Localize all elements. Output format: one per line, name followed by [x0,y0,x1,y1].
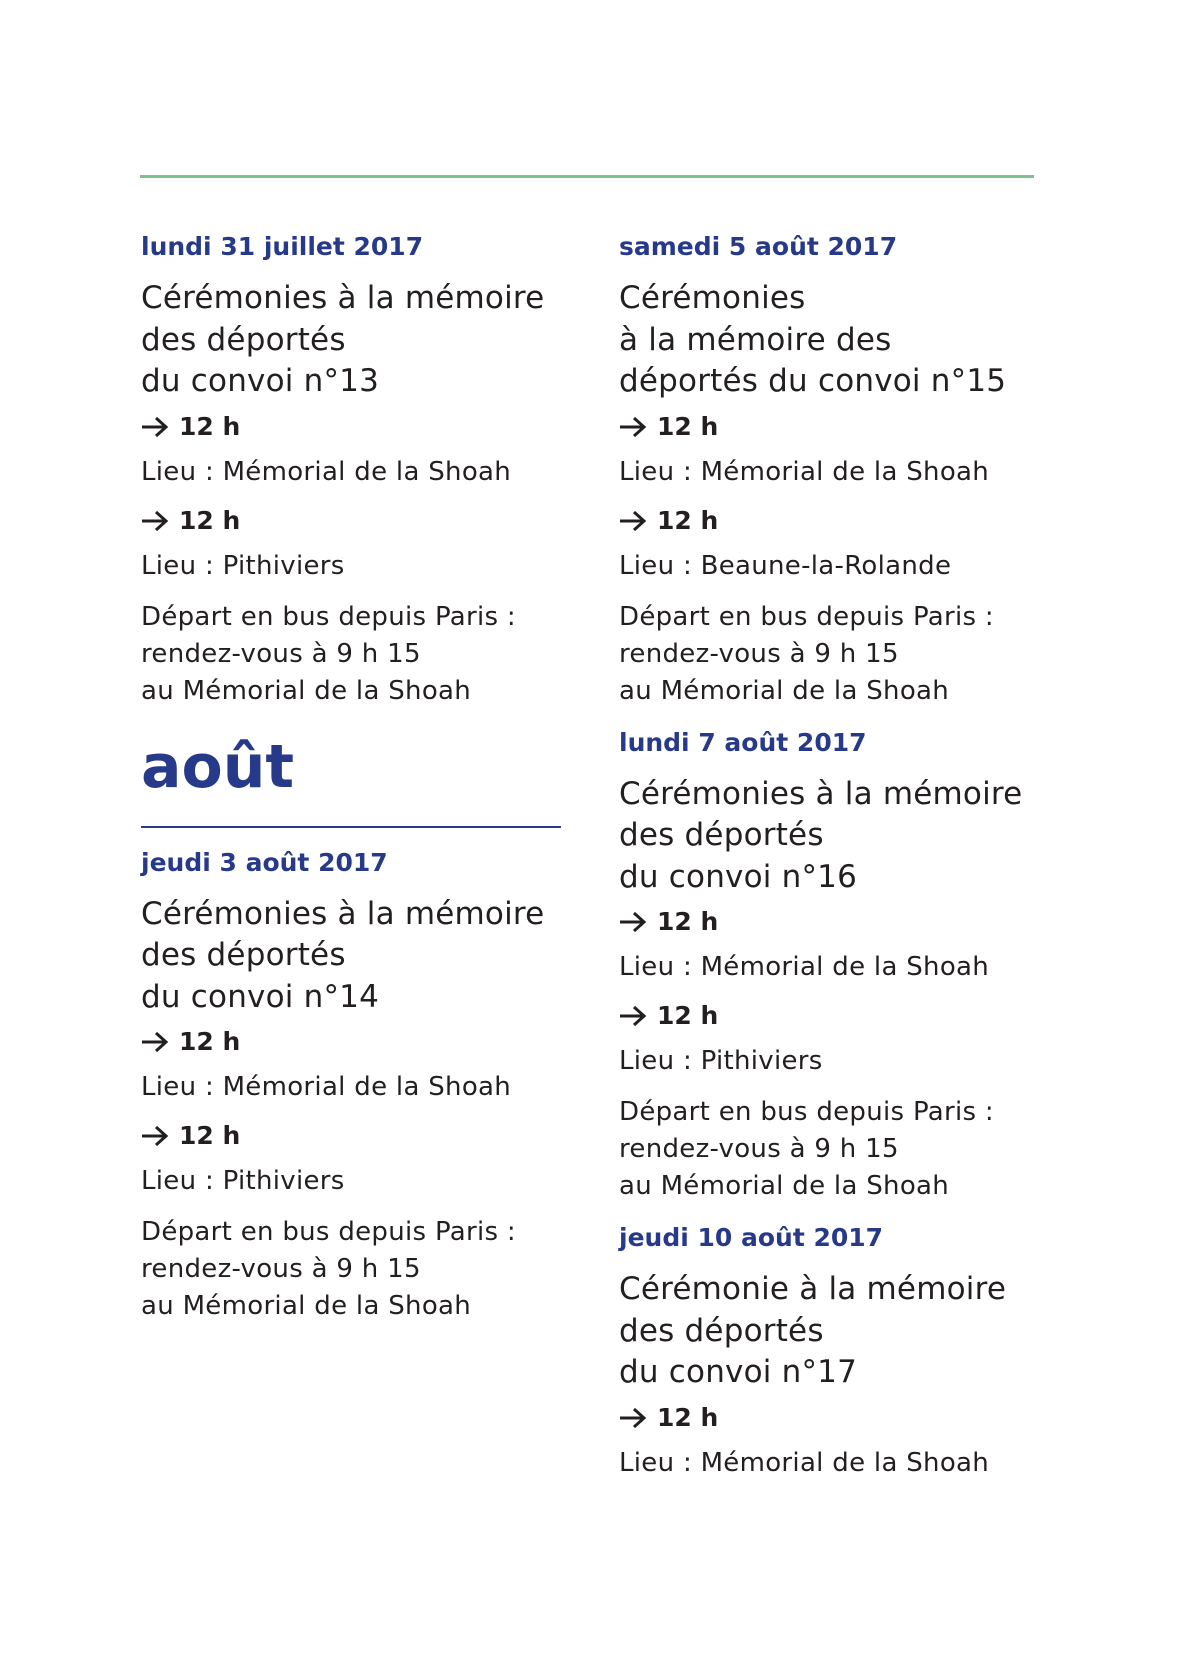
event-title-line: Cérémonies [619,280,806,316]
event-block [141,844,581,1326]
month-heading: août [141,731,295,802]
right-events [619,228,1059,1480]
month-divider [141,826,561,828]
event-time [619,1402,1059,1434]
event-title [141,894,581,1019]
event-title-line: du convoi n°17 [619,1354,858,1390]
event-title [619,1269,1059,1394]
event-place: Lieu : Mémorial de la Shoah [619,456,990,487]
arrow-right-icon [619,416,647,438]
event-note [141,1214,581,1325]
event-note-line: au Mémorial de la Shoah [141,1291,472,1321]
event-date: jeudi 3 août 2017 [141,847,388,877]
right-column [619,228,1059,1496]
arrow-right-icon [141,510,169,532]
event-time [141,505,581,537]
event-title-line: du convoi n°13 [141,363,380,399]
event-note-line: au Mémorial de la Shoah [619,1171,950,1201]
event-place: Lieu : Mémorial de la Shoah [141,1072,512,1102]
event-note-line: rendez-vous à 9 h 15 [619,638,899,669]
event-note [619,599,1059,710]
event-time-value: 12 h [179,1027,241,1056]
event-title-line: des déportés [141,321,346,358]
event-time [619,906,1059,938]
event-title-line: Cérémonies à la mémoire [141,895,545,932]
event-title-line: des déportés [619,817,824,853]
event-title-line: du convoi n°14 [141,978,380,1015]
event-time-value: 12 h [657,411,719,441]
event-date: lundi 31 juillet 2017 [141,232,424,261]
event-title [619,774,1059,899]
event-title-line: du convoi n°16 [619,858,858,895]
left-column [141,228,581,1339]
event-date: lundi 7 août 2017 [619,727,867,757]
arrow-right-icon [619,911,647,933]
arrow-right-icon [619,1407,647,1429]
event-time [619,411,1059,443]
event-title-line: Cérémonies à la mémoire [619,775,1023,812]
event-date: jeudi 10 août 2017 [619,1223,884,1252]
left-events-bottom [141,844,581,1326]
event-title-line: des déportés [141,937,346,973]
event-time-value: 12 h [179,1121,241,1150]
event-title-line: Cérémonie à la mémoire [619,1271,1007,1307]
event-title-line: Cérémonies à la mémoire [141,280,545,316]
event-title-line: à la mémoire des [619,321,892,358]
event-note-line: au Mémorial de la Shoah [141,675,472,706]
event-title [619,278,1059,403]
arrow-right-icon [141,1125,169,1147]
event-place: Lieu : Mémorial de la Shoah [619,1447,990,1478]
event-note-line: Départ en bus depuis Paris : [141,1217,516,1247]
event-title-line: des déportés [619,1312,824,1349]
arrow-right-icon [619,1005,647,1027]
arrow-right-icon [619,510,647,532]
event-block [619,724,1059,1206]
event-note-line: Départ en bus depuis Paris : [619,601,994,632]
event-note-line: Départ en bus depuis Paris : [619,1097,994,1127]
event-note-line: au Mémorial de la Shoah [619,675,950,706]
event-time [619,1000,1059,1032]
event-time [141,411,581,443]
event-time-value: 12 h [657,505,719,535]
top-divider [140,175,1034,178]
event-note [619,1094,1059,1205]
event-place: Lieu : Pithiviers [141,1166,345,1196]
event-place: Lieu : Mémorial de la Shoah [619,952,990,982]
event-note-line: rendez-vous à 9 h 15 [141,638,421,669]
event-time-value: 12 h [179,505,241,535]
event-time-value: 12 h [657,907,719,936]
event-note [141,599,581,710]
event-note-line: rendez-vous à 9 h 15 [619,1134,899,1164]
event-title-line: déportés du convoi n°15 [619,363,1007,399]
event-place: Lieu : Pithiviers [619,1046,823,1076]
event-time [619,505,1059,537]
event-place: Lieu : Beaune-la-Rolande [619,550,952,581]
event-place: Lieu : Mémorial de la Shoah [141,456,512,487]
event-time-value: 12 h [657,1402,719,1432]
event-date: samedi 5 août 2017 [619,232,898,261]
event-time-value: 12 h [179,411,241,441]
left-events-top [141,228,581,710]
arrow-right-icon [141,416,169,438]
event-time-value: 12 h [657,1001,719,1030]
event-title [141,278,581,403]
event-block [619,1219,1059,1480]
event-place: Lieu : Pithiviers [141,550,345,581]
event-time [141,1120,581,1152]
arrow-right-icon [141,1031,169,1053]
event-time [141,1026,581,1058]
event-note-line: rendez-vous à 9 h 15 [141,1254,421,1284]
event-note-line: Départ en bus depuis Paris : [141,601,516,632]
event-block [619,228,1059,710]
event-block [141,228,581,710]
